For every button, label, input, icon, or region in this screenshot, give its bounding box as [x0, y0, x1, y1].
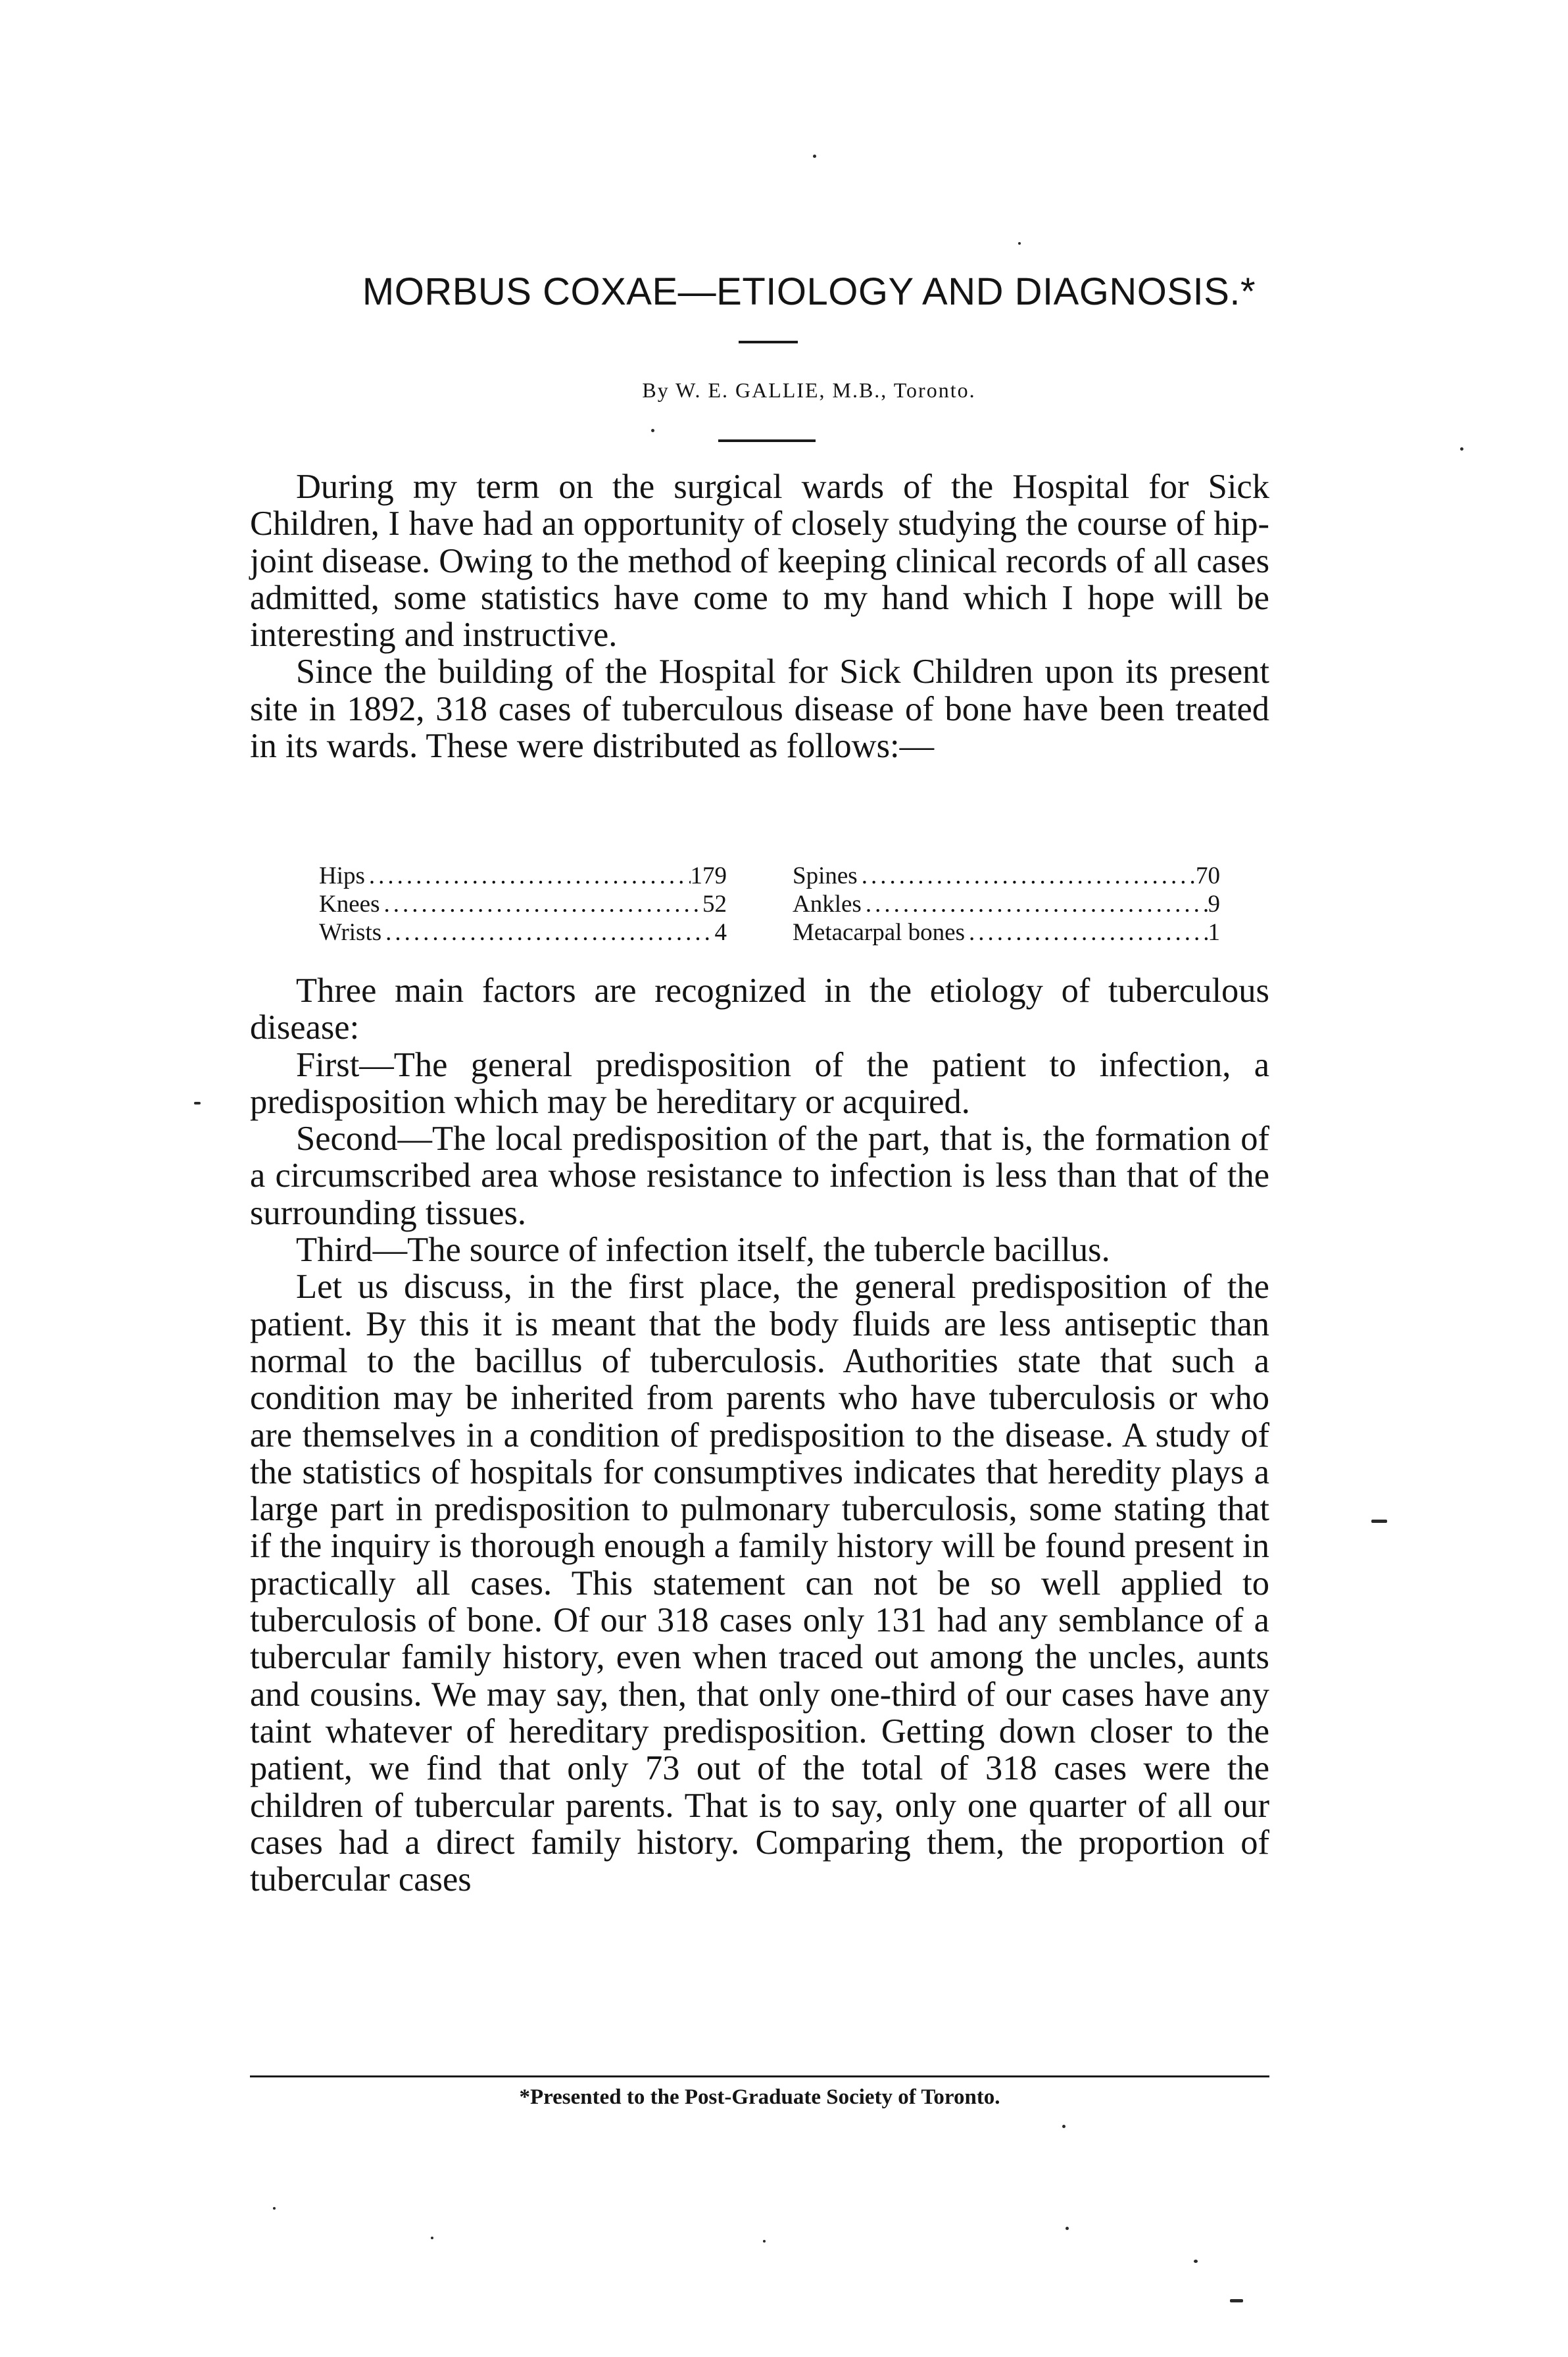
table-cell	[793, 890, 1220, 918]
scan-speck	[1371, 1520, 1387, 1523]
paragraph: Since the building of the Hospital for Sick Children upon its present site in 1892, 318 cases of tuberculous disease of bone have been treated in its wards. These were distributed as follows:—	[250, 653, 1269, 766]
table-label: Wrists	[319, 919, 382, 946]
paragraph: Third—The source of infection itself, the tubercle bacillus.	[296, 1231, 1110, 1270]
scan-speck	[1230, 2299, 1243, 2302]
title-divider	[739, 341, 798, 343]
table-cell	[793, 862, 1220, 890]
scan-speck	[1062, 2125, 1066, 2128]
table-label: Metacarpal bones	[793, 919, 965, 946]
table-label: Hips	[319, 862, 365, 889]
scan-speck	[273, 2207, 276, 2210]
paragraph: First—The general predisposition of the patient to infection, a predisposition which may be hereditary or acquired.	[250, 1045, 1269, 1121]
table-cell	[319, 890, 727, 918]
scan-speck	[763, 2240, 766, 2243]
table-cell	[319, 918, 727, 947]
table-value: 179	[690, 862, 727, 889]
table-value: 9	[1208, 891, 1220, 918]
table-row	[319, 918, 1220, 947]
table-cell	[319, 862, 727, 890]
scan-speck	[1460, 447, 1463, 451]
scan-speck	[431, 2237, 433, 2239]
dot-leader	[862, 890, 1208, 918]
table-label: Knees	[319, 891, 380, 918]
table-cell	[793, 918, 1220, 947]
main-text	[250, 972, 1269, 1898]
footnote-divider	[250, 2075, 1269, 2077]
paragraph: During my term on the surgical wards of the Hospital for Sick Children, I have had an opportunity of closely studying the course of hip-joint disease. Owing to the method of keeping clinical records of all cases admitted, some statistics have come to my hand which I hope will be interesting and instructive.	[250, 468, 1269, 655]
table-value: 1	[1208, 919, 1220, 946]
paragraph: Let us discuss, in the first place, the general predisposition of the patient. By this it is meant that the body fluids are less antiseptic than normal to the bacillus of tuberculosis. Authorities state that such a condition may be inherited from parents who have tuberculosis or who are themselves in a condition of predisposition to the disease. A study of the statistics of hospitals for consumptives indicates that heredity plays a large part in predisposition to pulmonary tuberculosis, some stating that if the inquiry is thorough enough a family history will be found present in practically all cases. This statement can not be so well applied to tuberculosis of bone. Of our 318 cases only 131 had any semblance of a tubercular family history, even when traced out among the uncles, aunts and cousins. We may say, then, that only one-third of our cases have any taint whatever of hereditary predisposition. Getting down closer to the patient, we find that only 73 out of the total of 318 cases were the children of tubercular parents. That is to say, only one quarter of all our cases had a direct family history. Comparing them, the proportion of tubercular cases	[250, 1268, 1269, 1899]
paragraph: Second—The local predisposition of the part, that is, the formation of a circumscribed area whose resistance to infection is less than that of the surrounding tissues.	[250, 1120, 1269, 1232]
scan-speck	[813, 155, 816, 158]
table-label: Ankles	[793, 891, 862, 918]
dot-leader	[965, 918, 1208, 947]
footnote: *Presented to the Post-Graduate Society of Toronto.	[519, 2085, 1000, 2109]
table-label: Spines	[793, 862, 858, 889]
dot-leader	[858, 862, 1196, 890]
table-row	[319, 862, 1220, 890]
table-value: 4	[714, 919, 727, 946]
dot-leader	[365, 862, 691, 890]
scan-speck	[1018, 242, 1021, 245]
intro-text	[250, 468, 1269, 764]
paragraph: Three main factors are recognized in the etiology of tuberculous disease:	[250, 972, 1269, 1047]
byline-divider	[718, 439, 816, 442]
table-row	[319, 890, 1220, 918]
article-title: MORBUS COXAE—ETIOLOGY AND DIAGNOSIS.*	[362, 270, 1256, 313]
dot-leader	[381, 918, 714, 947]
table-value: 52	[702, 891, 727, 918]
scan-speck	[194, 1102, 201, 1104]
case-distribution-table	[319, 862, 1220, 947]
scan-speck	[1194, 2260, 1198, 2263]
scan-speck	[1066, 2227, 1069, 2230]
dot-leader	[380, 890, 702, 918]
table-value: 70	[1196, 862, 1220, 889]
article-byline: By W. E. GALLIE, M.B., Toronto.	[642, 378, 976, 402]
scan-speck	[651, 429, 654, 432]
